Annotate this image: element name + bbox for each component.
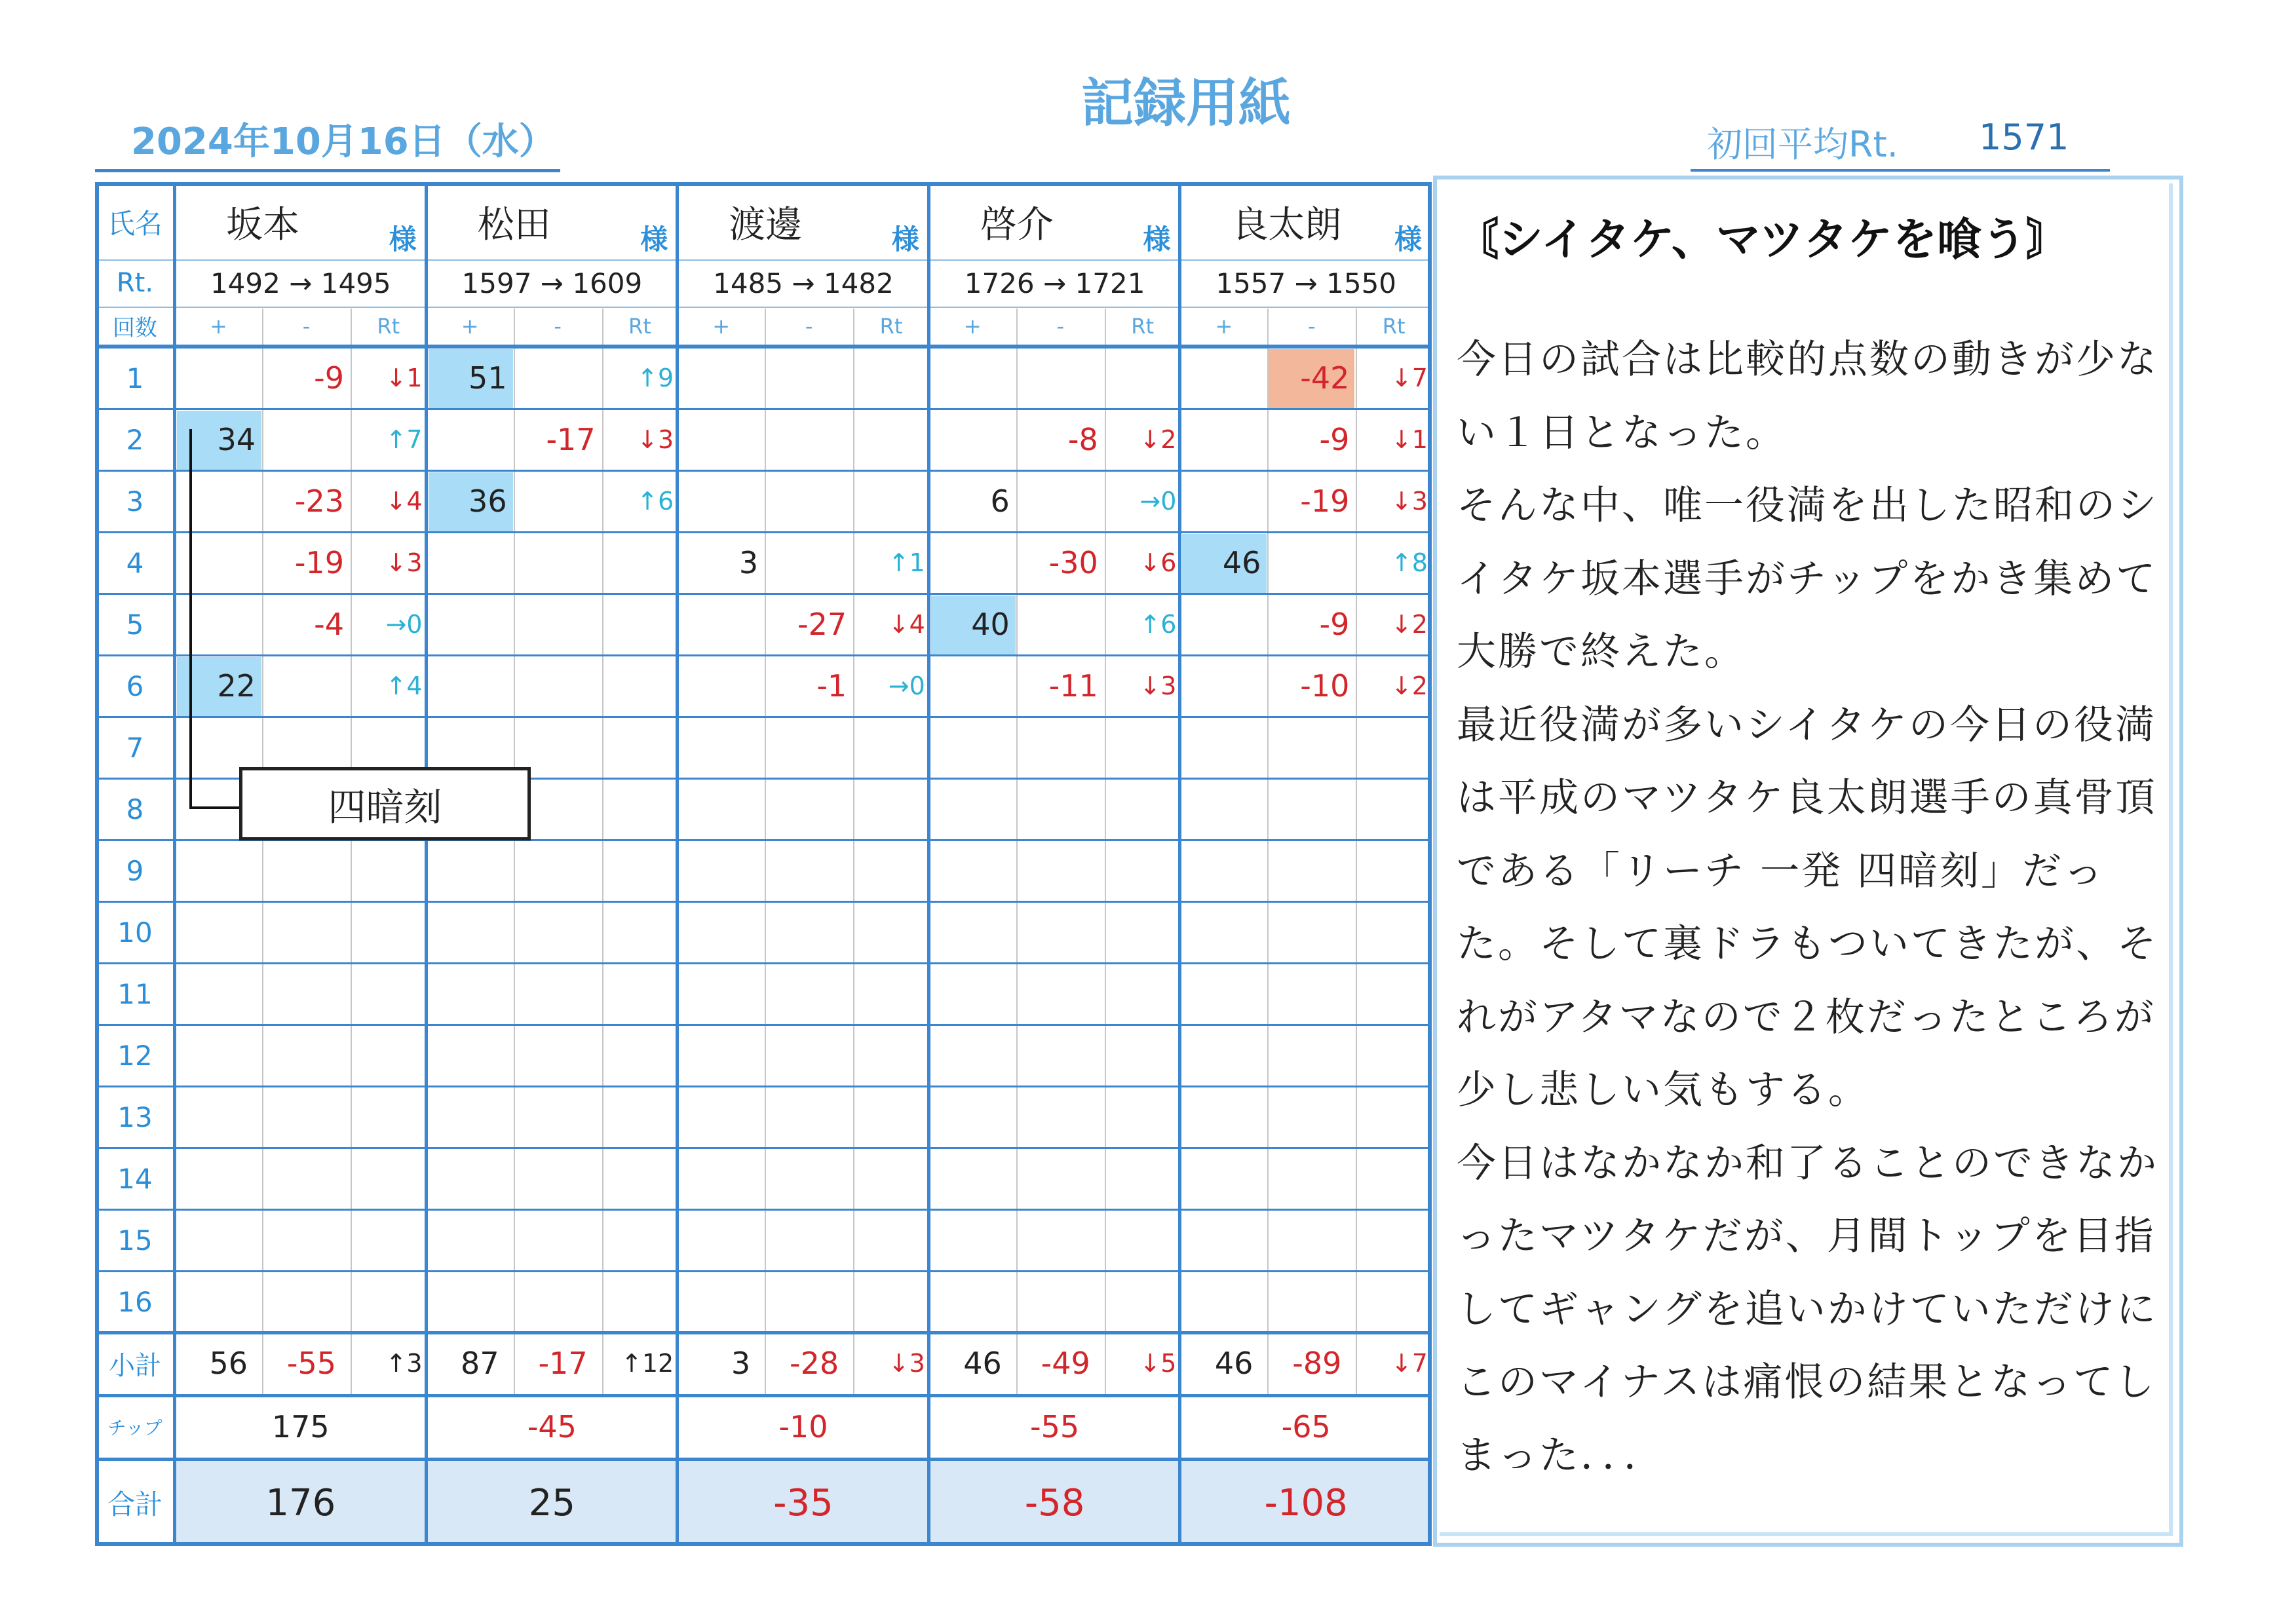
player-rating: 1597 → 1609 (461, 267, 643, 299)
rating-delta: ↑8 (1390, 548, 1428, 577)
subheader-minus: - (1308, 313, 1316, 339)
rating-delta: →0 (385, 610, 423, 639)
honorific-label: 様 (389, 223, 417, 255)
chip-value: -55 (1030, 1409, 1080, 1445)
avg-rating-value: 1571 (1979, 117, 2069, 158)
score-minus: -1 (816, 668, 847, 704)
score-minus: -19 (1300, 483, 1350, 519)
total-value: -108 (1264, 1481, 1348, 1524)
rating-delta: →0 (888, 671, 925, 700)
callout-connector-vertical (189, 429, 192, 809)
round-number: 10 (117, 916, 153, 949)
rating-delta: ↓2 (1139, 425, 1177, 454)
subtotal-plus: 56 (209, 1346, 248, 1381)
score-minus: -42 (1300, 360, 1350, 396)
player-name: 良太朗 (1231, 204, 1342, 246)
avg-rating-label: 初回平均Rt. (1707, 124, 1898, 165)
score-minus: -17 (546, 422, 596, 457)
total-value: 176 (265, 1481, 336, 1524)
subheader-plus: + (1215, 313, 1233, 339)
rating-delta: ↓7 (1390, 364, 1428, 392)
subtotal-plus: 87 (461, 1346, 499, 1381)
round-number: 12 (117, 1039, 153, 1072)
essay-paragraph: 今日の試合は比較的点数の動きが少ない１日となった。 (1457, 337, 2158, 456)
row-label-subtotal: 小計 (109, 1350, 161, 1381)
score-plus: 3 (738, 545, 759, 580)
round-number: 11 (117, 977, 153, 1010)
subheader-plus: + (210, 313, 227, 339)
subheader-plus: + (963, 313, 982, 339)
total-value: -58 (1024, 1481, 1085, 1524)
subtotal-plus: 46 (963, 1346, 1002, 1381)
rating-delta: ↓3 (1139, 671, 1177, 700)
round-number: 9 (126, 854, 144, 887)
player-name: 松田 (477, 204, 551, 246)
callout-connector-horizontal (189, 806, 240, 809)
rating-delta: ↑1 (888, 548, 925, 577)
chip-value: -10 (778, 1409, 828, 1445)
essay-paragraph: そんな中、唯一役満を出した昭和のシイタケ坂本選手がチップをかき集めて大勝で終えた。 (1457, 483, 2158, 675)
score-plus: 46 (1222, 545, 1261, 580)
rating-delta: ↓1 (385, 364, 423, 392)
score-minus: -8 (1067, 422, 1098, 457)
subheader-rt: Rt (377, 313, 400, 339)
date-label: 2024年10月16日（水） (131, 121, 556, 163)
player-name: 渡邊 (729, 204, 803, 246)
player-rating: 1557 → 1550 (1215, 267, 1397, 299)
player-rating: 1485 → 1482 (713, 267, 894, 299)
subheader-rt: Rt (879, 313, 903, 339)
chip-value: -65 (1281, 1409, 1331, 1445)
round-number: 14 (117, 1162, 153, 1195)
score-minus: -19 (294, 545, 344, 580)
subtotal-rating-delta: ↓5 (1139, 1349, 1177, 1378)
rating-delta: →0 (1139, 487, 1177, 516)
score-minus: -30 (1048, 545, 1098, 580)
score-minus: -10 (1300, 668, 1350, 704)
row-label-rt: Rt. (116, 268, 154, 298)
essay-heading: 〘シイタケ、マツタケを喰う〙 (1454, 214, 2071, 266)
page-title: 記録用紙 (1081, 72, 1291, 134)
row-label-count: 回数 (113, 315, 157, 341)
player-rating: 1726 → 1721 (964, 267, 1145, 299)
score-table (95, 182, 1432, 1546)
rating-delta: ↓2 (1390, 610, 1428, 639)
rating-delta: ↓6 (1139, 548, 1177, 577)
subheader-plus: + (712, 313, 731, 339)
subtotal-minus: -89 (1292, 1346, 1342, 1381)
subheader-rt: Rt (628, 313, 651, 339)
score-plus: 40 (971, 607, 1010, 642)
total-value: 25 (528, 1481, 576, 1524)
rating-delta: ↓2 (1390, 671, 1428, 700)
score-minus: -23 (294, 483, 344, 519)
subheader-rt: Rt (1382, 313, 1406, 339)
round-number: 7 (126, 731, 144, 764)
round-number: 6 (126, 670, 144, 702)
subheader-minus: - (805, 313, 813, 339)
subtotal-rating-delta: ↓7 (1390, 1349, 1428, 1378)
subtotal-minus: -28 (790, 1346, 839, 1381)
rating-delta: ↓3 (385, 548, 423, 577)
essay-body (1457, 324, 2161, 1492)
rating-delta: ↑4 (385, 671, 423, 700)
callout-box: 四暗刻 (239, 767, 531, 840)
score-minus: -9 (1319, 607, 1350, 642)
score-plus: 6 (990, 483, 1010, 519)
player-name: 啓介 (980, 204, 1054, 246)
round-number: 16 (117, 1285, 153, 1318)
rating-delta: ↑7 (385, 425, 423, 454)
essay-box (1433, 176, 2183, 1547)
score-plus: 36 (469, 483, 507, 519)
subtotal-minus: -49 (1041, 1346, 1090, 1381)
total-value: -35 (773, 1481, 833, 1524)
score-minus: -9 (1319, 422, 1350, 457)
rating-delta: ↓3 (637, 425, 674, 454)
round-number: 5 (126, 608, 144, 641)
chip-value: -45 (527, 1409, 577, 1445)
date-underline (95, 169, 560, 172)
subheader-minus: - (554, 313, 562, 339)
row-label-chip: チップ (107, 1417, 163, 1439)
round-number: 8 (126, 793, 144, 825)
score-minus: -11 (1048, 668, 1098, 704)
score-plus: 51 (469, 360, 507, 396)
round-number: 13 (117, 1101, 153, 1133)
round-number: 1 (126, 362, 144, 394)
essay-paragraph: 今日はなかなか和了ることのできなかったマツタケだが、月間トップを目指してギャングを追いかけていただけにこのマイナスは痛恨の結果となってしまった．．． (1457, 1140, 2158, 1479)
subheader-minus: - (302, 313, 311, 339)
subtotal-minus: -55 (286, 1346, 336, 1381)
player-name: 坂本 (226, 204, 299, 246)
chip-value: 175 (271, 1409, 330, 1445)
round-number: 15 (117, 1224, 153, 1256)
subtotal-plus: 46 (1214, 1346, 1253, 1381)
honorific-label: 様 (1394, 223, 1423, 255)
subtotal-rating-delta: ↑3 (385, 1349, 423, 1378)
rating-delta: ↑6 (1139, 610, 1177, 639)
rating-delta: ↑6 (637, 487, 674, 516)
round-number: 2 (126, 423, 144, 456)
row-label-total: 合計 (107, 1488, 163, 1520)
round-number: 4 (126, 546, 144, 579)
score-minus: -9 (314, 360, 344, 396)
row-label-name: 氏名 (107, 207, 163, 240)
round-number: 3 (126, 485, 144, 518)
score-plus: 34 (217, 422, 256, 457)
avg-rating-underline (1691, 169, 2110, 172)
subtotal-plus: 3 (731, 1346, 751, 1381)
rating-delta: ↓1 (1390, 425, 1428, 454)
rating-delta: ↓4 (385, 487, 423, 516)
score-minus: -4 (314, 607, 344, 642)
rating-delta: ↑9 (637, 364, 674, 392)
subtotal-minus: -17 (538, 1346, 588, 1381)
player-rating: 1492 → 1495 (210, 267, 391, 299)
rating-delta: ↓4 (888, 610, 925, 639)
score-plus: 22 (217, 668, 256, 704)
score-minus: -27 (797, 607, 847, 642)
subheader-plus: + (461, 313, 479, 339)
subheader-rt: Rt (1131, 313, 1154, 339)
honorific-label: 様 (640, 223, 668, 255)
rating-delta: ↓3 (1390, 487, 1428, 516)
subheader-minus: - (1056, 313, 1065, 339)
essay-paragraph: 最近役満が多いシイタケの今日の役満は平成のマツタケ良太朗選手の真骨頂である「リーチ 一発 四暗刻」だった。そして裏ドラもついてきたが、それがアタマなので２枚だったところが少し悲しい気もする。 (1457, 702, 2158, 1113)
honorific-label: 様 (1143, 223, 1171, 255)
subtotal-rating-delta: ↑12 (621, 1349, 674, 1378)
subtotal-rating-delta: ↓3 (888, 1349, 925, 1378)
honorific-label: 様 (891, 223, 919, 255)
